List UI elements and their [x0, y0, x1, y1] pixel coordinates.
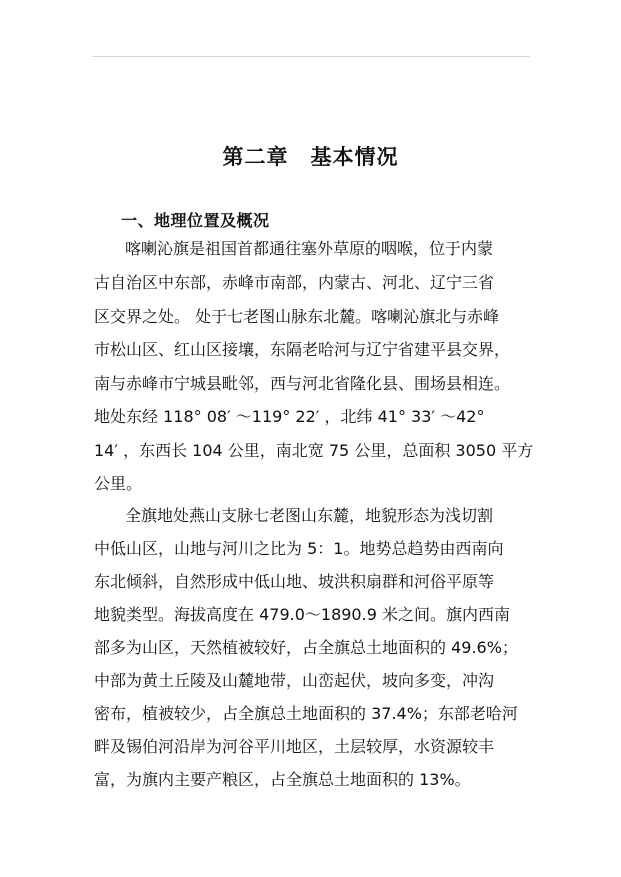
- paragraph-1-line: 古自治区中东部，赤峰市南部，内蒙古、河北、辽宁三省: [94, 273, 495, 292]
- paragraph-1-line: 地处东经 118° 08′ ～119° 22′ ，北纬 41° 33′ ～42°: [94, 407, 485, 426]
- paragraph-2-line: 中低山区，山地与河川之比为 5：1。地势总趋势由西南向: [94, 539, 504, 558]
- paragraph-1-line: 喀喇沁旗是祖国首都通往塞外草原的咽喉，位于内蒙: [125, 239, 494, 258]
- paragraph-2-line: 部多为山区，天然植被较好，占全旗总土地面积的 49.6%；: [94, 638, 518, 657]
- paragraph-2-line: 中部为黄土丘陵及山麓地带，山峦起伏，坡向多变，冲沟: [94, 671, 495, 690]
- paragraph-1-line: 区交界之处。 处于七老图山脉东北麓。喀喇沁旗北与赤峰: [94, 307, 500, 326]
- paragraph-1-line: 市松山区、红山区接壤，东隔老哈河与辽宁省建平县交界，: [94, 340, 511, 359]
- paragraph-2-line: 全旗地处燕山支脉七老图山东麓，地貌形态为浅切割: [125, 506, 494, 525]
- paragraph-1-line: 14′ ，东西长 104 公里，南北宽 75 公里，总面积 3050 平方: [94, 441, 534, 460]
- chapter-title: 第二章 基本情况: [222, 145, 399, 169]
- paragraph-2-line: 东北倾斜，自然形成中低山地、坡洪积扇群和河俗平原等: [94, 572, 495, 591]
- paragraph-2-line: 畔及锡伯河沿岸为河谷平川地区，土层较厚，水资源较丰: [94, 737, 495, 756]
- paragraph-1-line: 公里。: [94, 474, 143, 493]
- paragraph-2-line: 地貌类型。海拔高度在 479.0～1890.9 米之间。旗内西南: [94, 605, 510, 624]
- paragraph-2-line: 富，为旗内主要产粮区，占全旗总土地面积的 13%。: [94, 770, 471, 789]
- paragraph-1-line: 南与赤峰市宁城县毗邻，西与河北省隆化县、围场县相连。: [94, 374, 511, 393]
- section-heading: 一、地理位置及概况: [121, 211, 270, 230]
- paragraph-2-line: 密布，植被较少，占全旗总土地面积的 37.4%；东部老哈河: [94, 704, 518, 723]
- header-divider: [92, 56, 530, 57]
